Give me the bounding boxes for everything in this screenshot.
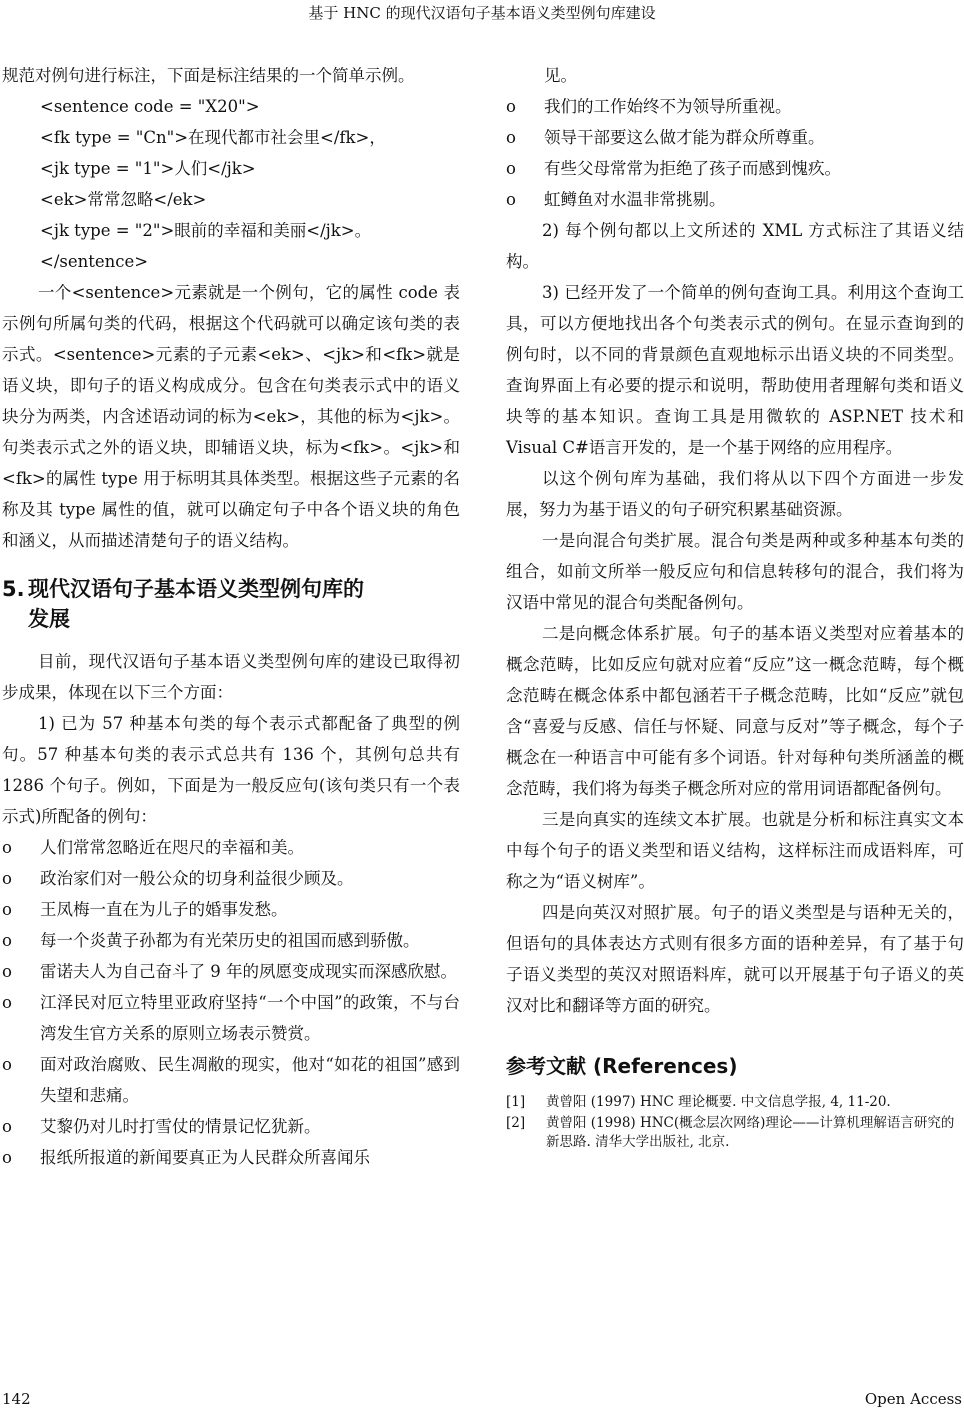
body-paragraph: 一个<sentence>元素就是一个例句，它的属性 code 表示例句所属句类的代码，根据这个代码就可以确定该句类的表示式。<sentence>元素的子元素<ek>、<jk>和<fk>就是语义块，即句子的语义构成成分。包含在句类表示式中的语义块分为两类，内含述语动词的标为<ek>，其他的标为<jk>。句类表示式之外的语义块，即辅语义块，标为<fk>。<jk>和<fk>的属性 type 用于标明其具体类型。根据这些子元素的名称及其 type 属性的值，就可以确定句子中各个语义块的角色和涵义，从而描述清楚句子的语义结构。 — [2, 283, 460, 550]
code-line: <ek>常常忽略</ek> — [40, 190, 207, 209]
section-heading — [2, 574, 460, 634]
example-continuation: 见。 — [544, 66, 577, 85]
example-text: 领导干部要这么做才能为群众所尊重。 — [544, 128, 825, 147]
body-paragraph: 三是向真实的连续文本扩展。也就是分析和标注真实文本中每个句子的语义类型和语义结构，这样标注而成语料库，可称之为“语义树库”。 — [506, 810, 964, 891]
example-text: 人们常常忽略近在咫尺的幸福和美。 — [40, 838, 304, 857]
example-item — [2, 956, 460, 987]
code-line: <jk type = "2">眼前的幸福和美丽</jk>。 — [40, 221, 372, 240]
example-item — [2, 1142, 460, 1173]
bullet-marker: o — [2, 1117, 12, 1136]
example-item — [506, 153, 964, 184]
section-number: 5. — [2, 577, 25, 601]
example-text: 王凤梅一直在为儿子的婚事发愁。 — [40, 900, 288, 919]
code-line: <sentence code = "X20"> — [40, 97, 260, 116]
reference-text: 黄曾阳 (1998) HNC(概念层次网络)理论——计算机理解语言研究的新思路. 清华大学出版社, 北京. — [546, 1115, 955, 1150]
body-paragraph: 目前，现代汉语句子基本语义类型例句库的建设已取得初步成果，体现在以下三个方面： — [2, 652, 460, 702]
example-item — [2, 1111, 460, 1142]
example-text: 雷诺夫人为自己奋斗了 9 年的夙愿变成现实而深感欣慰。 — [40, 962, 457, 981]
example-item — [2, 925, 460, 956]
body-paragraph: 2) 每个例句都以上文所述的 XML 方式标注了其语义结构。 — [506, 221, 964, 271]
code-line: <jk type = "1">人们</jk> — [40, 159, 256, 178]
example-item — [506, 122, 964, 153]
reference-item — [506, 1093, 964, 1112]
bullet-marker: o — [2, 900, 12, 919]
bullet-marker: o — [506, 190, 516, 209]
body-paragraph: 一是向混合句类扩展。混合句类是两种或多种基本句类的组合，如前文所举一般反应句和信息转移句的混合，我们将为汉语中常见的混合句类配备例句。 — [506, 531, 964, 612]
bullet-marker: o — [2, 1055, 12, 1074]
section-title-line1: 现代汉语句子基本语义类型例句库的 — [28, 577, 364, 601]
example-item — [2, 832, 460, 863]
reference-text: 黄曾阳 (1997) HNC 理论概要. 中文信息学报, 4, 11-20. — [546, 1094, 891, 1110]
example-text: 有些父母常常为拒绝了孩子而感到愧疚。 — [544, 159, 841, 178]
bullet-marker: o — [506, 128, 516, 147]
code-line: <fk type = "Cn">在现代都市社会里</fk>， — [40, 128, 386, 147]
example-item — [2, 894, 460, 925]
example-item — [2, 1049, 460, 1111]
body-paragraph: 1) 已为 57 种基本句类的每个表示式都配备了典型的例句。57 种基本句类的表示式总共有 136 个，其例句总共有 1286 个句子。例如，下面是为一般反应句(该句类只有一个表示式)所配备的例句： — [2, 714, 460, 826]
example-item — [2, 863, 460, 894]
example-item — [506, 184, 964, 215]
journal-label: Open Access — [864, 1390, 962, 1408]
reference-item — [506, 1114, 964, 1152]
references-heading: 参考文献 (References) — [506, 1054, 738, 1078]
bullet-marker: o — [506, 97, 516, 116]
example-text: 江泽民对厄立特里亚政府坚持“一个中国”的政策，不与台湾发生官方关系的原则立场表示赞赏。 — [40, 993, 460, 1043]
example-text: 每一个炎黄子孙都为有光荣历史的祖国而感到骄傲。 — [40, 931, 420, 950]
example-text: 虹鳟鱼对水温非常挑剔。 — [544, 190, 726, 209]
bullet-marker: o — [2, 838, 12, 857]
body-paragraph: 以这个例句库为基础，我们将从以下四个方面进一步发展，努力为基于语义的句子研究积累基础资源。 — [506, 469, 964, 519]
intro-paragraph: 规范对例句进行标注，下面是标注结果的一个简单示例。 — [2, 66, 415, 85]
example-text: 面对政治腐败、民生凋敝的现实，他对“如花的祖国”感到失望和悲痛。 — [40, 1055, 460, 1105]
right-column — [506, 60, 964, 1154]
example-text: 我们的工作始终不为领导所重视。 — [544, 97, 792, 116]
example-text: 报纸所报道的新闻要真正为人民群众所喜闻乐 — [40, 1148, 370, 1167]
section-title-line2: 发展 — [28, 607, 70, 631]
body-paragraph: 3) 已经开发了一个简单的例句查询工具。利用这个查询工具，可以方便地找出各个句类表示式的例句。在显示查询到的例句时，以不同的背景颜色直观地标示出语义块的不同类型。查询界面上有必要的提示和说明，帮助使用者理解句类和语义块等的基本知识。查询工具是用微软的 ASP.NET 技术和 Visual C#语言开发的，是一个基于网络的应用程序。 — [506, 283, 964, 457]
bullet-marker: o — [2, 993, 12, 1012]
example-item — [506, 91, 964, 122]
bullet-marker: o — [2, 962, 12, 981]
references-list — [506, 1093, 964, 1152]
bullet-marker: o — [2, 869, 12, 888]
reference-number: [1] — [506, 1094, 526, 1110]
running-header: 基于 HNC 的现代汉语句子基本语义类型例句库建设 — [308, 4, 656, 22]
example-text: 艾黎仍对儿时打雪仗的情景记忆犹新。 — [40, 1117, 321, 1136]
body-paragraph: 四是向英汉对照扩展。句子的语义类型是与语种无关的，但语句的具体表达方式则有很多方面的语种差异，有了基于句子语义类型的英汉对照语料库，就可以开展基于句子语义的英汉对比和翻译等方面的研究。 — [506, 903, 964, 1015]
bullet-marker: o — [2, 1148, 12, 1167]
example-text: 政治家们对一般公众的切身利益很少顾及。 — [40, 869, 354, 888]
example-item — [2, 987, 460, 1049]
page-number: 142 — [2, 1390, 31, 1408]
reference-number: [2] — [506, 1115, 526, 1131]
left-column — [2, 60, 460, 1173]
body-paragraph: 二是向概念体系扩展。句子的基本语义类型对应着基本的概念范畴，比如反应句就对应着“反应”这一概念范畴，每个概念范畴在概念体系中都包涵若干子概念范畴，比如“反应”就包含“喜爱与反感、信任与怀疑、同意与反对”等子概念，每个子概念在一种语言中可能有多个词语。针对每种句类所涵盖的概念范畴，我们将为每类子概念所对应的常用词语都配备例句。 — [506, 624, 964, 798]
bullet-marker: o — [506, 159, 516, 178]
code-line: </sentence> — [40, 252, 149, 271]
bullet-marker: o — [2, 931, 12, 950]
